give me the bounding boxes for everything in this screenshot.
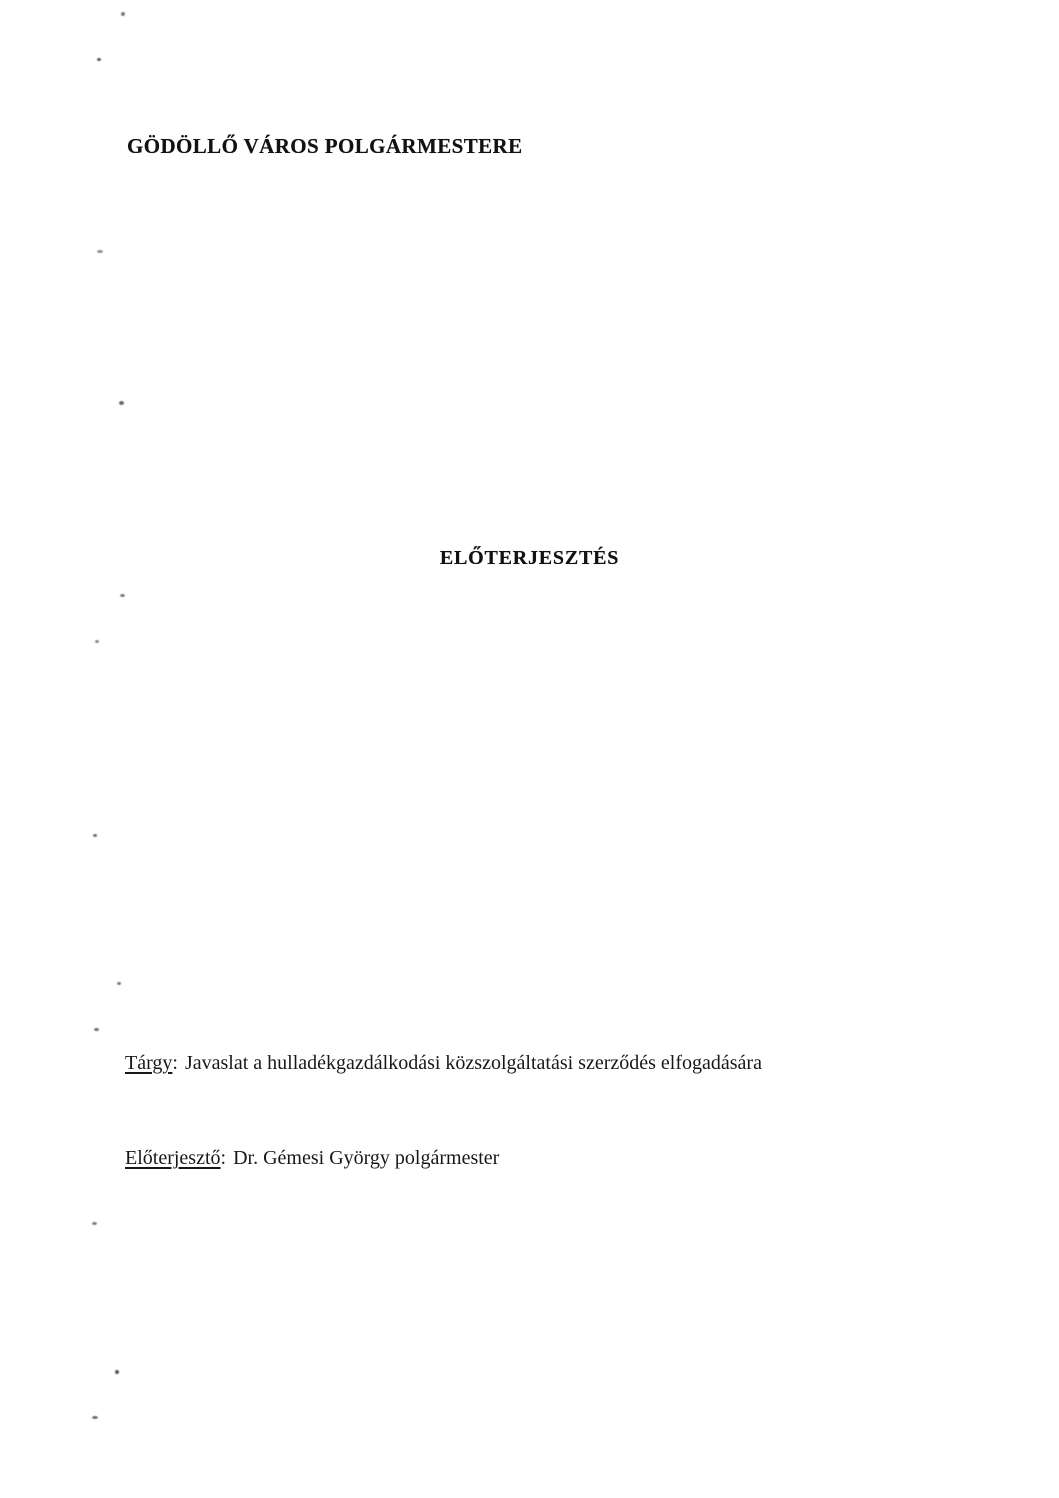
scan-speckle (115, 1370, 119, 1374)
subject-colon: : (172, 1052, 178, 1074)
document-header: GÖDÖLLŐ VÁROS POLGÁRMESTERE (127, 134, 523, 158)
scan-speckle (120, 594, 125, 597)
scan-speckle (93, 834, 97, 837)
document-title: ELŐTERJESZTÉS (439, 547, 620, 569)
scan-speckle (97, 250, 103, 253)
presenter-label: Előterjesztő (125, 1147, 221, 1169)
presenter-value: Dr. Gémesi György polgármester (233, 1147, 500, 1169)
scan-speckle (92, 1416, 98, 1419)
scan-speckle (97, 58, 101, 61)
scan-speckle (95, 640, 99, 643)
scan-speckle (121, 12, 125, 16)
scan-speckle (117, 982, 121, 985)
subject-value: Javaslat a hulladékgazdálkodási közszolgáltatási szerződés elfogadására (184, 1052, 762, 1074)
scan-speckle (119, 401, 124, 405)
scan-speckle (92, 1222, 97, 1225)
subject-line (125, 1052, 762, 1075)
presenter-colon: : (220, 1147, 227, 1169)
subject-label: Tárgy (125, 1052, 173, 1074)
scan-speckle (94, 1028, 99, 1031)
presenter-line (125, 1147, 499, 1170)
